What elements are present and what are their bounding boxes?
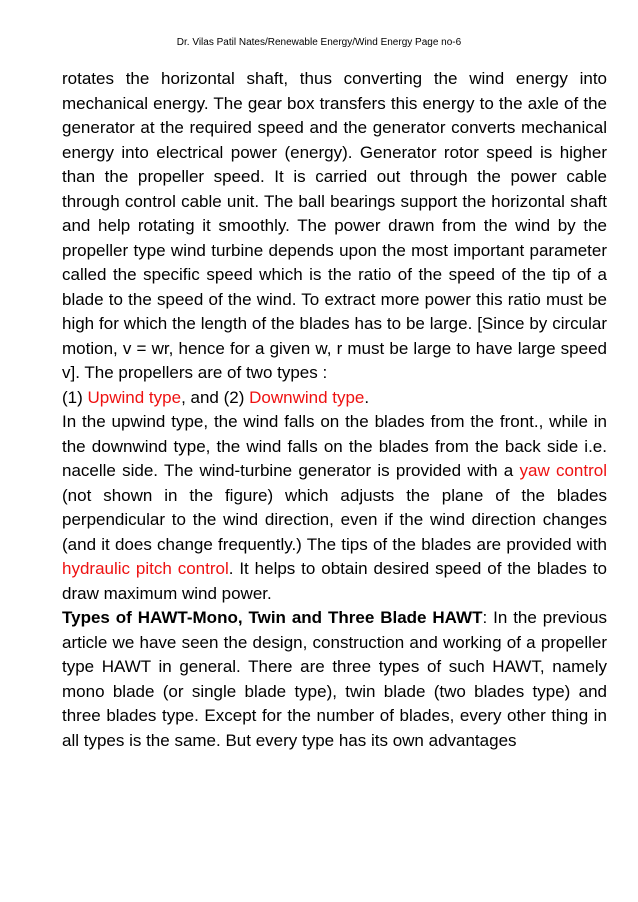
paragraph-hawt-types [62, 606, 607, 753]
types-middle: , and (2) [181, 387, 250, 407]
types-suffix: . [364, 387, 370, 407]
paragraph-upwind-downwind [62, 410, 607, 606]
hawt-types-heading: Types of HAWT-Mono, Twin and Three Blade HAWT [62, 608, 483, 627]
paragraph-shaft-description: rotates the horizontal shaft, thus converting the wind energy into mechanical energy. The gear box transfers this energy to the axle of the generator at the required speed and the generator converts mechanical energy into electrical power (energy). Generator rotor speed is higher than the propeller speed. It is carried out through the power cable through control cable unit. The ball bearings support the horizontal shaft and help rotating it smoothly. The power drawn from the wind by the propeller type wind turbine depends upon the most important parameter called the specific speed which is the ratio of the speed of the tip of a blade to the speed of the wind. To extract more power this ratio must be high for which the length of the blades has to be large. [Since by circular motion, v = wr, hence for a given w, r must be large to have large speed v]. The propellers are of two types : [62, 69, 607, 382]
paragraph-part-1: In the upwind type, the wind falls on the blades from the front., while in the downwind type, the wind falls on the blades from the back side i.e. nacelle side. The wind-turbine generator is provided with a [62, 412, 607, 480]
downwind-type-term: Downwind type [249, 387, 365, 407]
yaw-control-term: yaw control [519, 461, 607, 480]
paragraph-part-3: . It helps to obtain desired speed of the blades to draw maximum wind power. [62, 559, 607, 603]
hawt-types-text: : In the previous article we have seen the design, construction and working of a propeller type HAWT in general. There are three types of such HAWT, namely mono blade (or single blade type), twin blade (two blades type) and three blades type. Except for the number of blades, every other thing in all types is the same. But every type has its own advantages [62, 608, 607, 750]
hydraulic-pitch-control-term: hydraulic pitch control [62, 559, 229, 578]
paragraph-part-2: (not shown in the figure) which adjusts the plane of the blades perpendicular to the wind direction, even if the wind direction changes (and it does change frequently.) The tips of the blades are provided with [62, 485, 607, 554]
document-body [62, 67, 607, 753]
types-prefix: (1) [62, 387, 88, 407]
paragraph-propeller-types [62, 386, 607, 411]
upwind-type-term: Upwind type [87, 387, 182, 407]
page-header: Dr. Vilas Patil Nates/Renewable Energy/Wind Energy Page no-6 [176, 37, 462, 48]
